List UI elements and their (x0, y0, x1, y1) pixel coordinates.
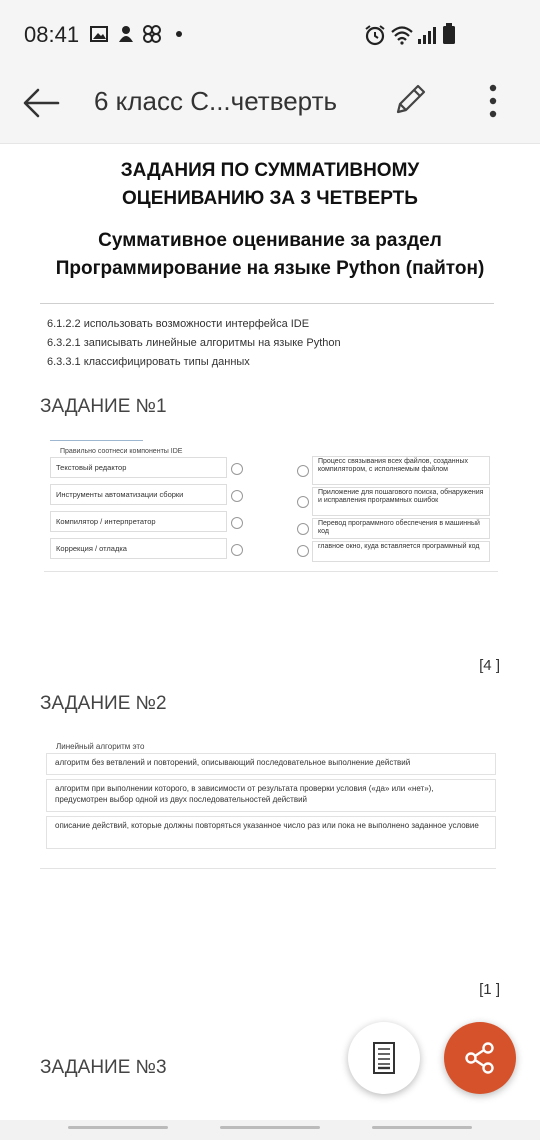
alarm-icon (364, 24, 386, 46)
match-left-item[interactable]: Коррекция / отладка (50, 538, 227, 559)
task3-title: ЗАДАНИЕ №3 (40, 1057, 167, 1078)
app-bar (0, 70, 540, 144)
match-right-radio[interactable] (297, 465, 309, 477)
objective-item: 6.3.3.1 классифицировать типы данных (47, 356, 250, 368)
document-title: 6 класс С...четверть (94, 86, 338, 116)
signal-icon (416, 25, 436, 45)
task2-score: [1 ] (479, 981, 500, 998)
wifi-icon (390, 25, 414, 45)
share-button[interactable] (444, 1022, 516, 1094)
match-left-item[interactable]: Компилятор / интерпретатор (50, 511, 227, 532)
divider (40, 868, 496, 869)
match-right-item[interactable]: Перевод программного обеспечения в машинный код (312, 518, 490, 539)
task2-prompt: Линейный алгоритм это (56, 742, 145, 751)
document-page (0, 144, 540, 1120)
document-view-button[interactable] (348, 1022, 420, 1094)
match-left-radio[interactable] (231, 490, 243, 502)
match-right-item[interactable]: Приложение для пошагового поиска, обнаружения и исправления программных ошибок (312, 487, 490, 516)
answer-option[interactable]: алгоритм при выполнении которого, в зависимости от результата проверки условия («да» или «нет»), предусмотрен выбор одной из двух последовательностей действий (46, 779, 496, 812)
document-subheading-line1: Суммативное оценивание за раздел (98, 230, 442, 251)
prompt-underline (50, 440, 143, 441)
match-left-radio[interactable] (231, 544, 243, 556)
match-left-radio[interactable] (231, 463, 243, 475)
share-icon (464, 1042, 496, 1074)
notification-icon-2 (142, 24, 162, 44)
task1-title: ЗАДАНИЕ №1 (40, 396, 167, 417)
match-right-radio[interactable] (297, 545, 309, 557)
document-heading-line1: ЗАДАНИЯ ПО СУММАТИВНОМУ (120, 160, 420, 181)
more-notifications-dot-icon (176, 31, 182, 37)
nav-home-handle[interactable] (220, 1126, 320, 1129)
more-vert-icon[interactable] (486, 84, 500, 118)
task1-prompt: Правильно соотнеси компоненты IDE (60, 448, 183, 455)
task2-title: ЗАДАНИЕ №2 (40, 693, 167, 714)
nav-recents-handle[interactable] (68, 1126, 168, 1129)
match-left-radio[interactable] (231, 517, 243, 529)
notification-icon-1 (116, 24, 136, 44)
objective-item: 6.3.2.1 записывать линейные алгоритмы на языке Python (47, 337, 341, 349)
match-left-item[interactable]: Инструменты автоматизации сборки (50, 484, 227, 505)
edit-pencil-icon[interactable] (392, 82, 428, 118)
battery-icon (442, 23, 456, 45)
match-right-item[interactable]: главное окно, куда вставляется программный код (312, 541, 490, 562)
back-arrow-icon[interactable] (22, 87, 60, 119)
match-left-item[interactable]: Текстовый редактор (50, 457, 227, 478)
document-heading-line2: ОЦЕНИВАНИЮ ЗА 3 ЧЕТВЕРТЬ (122, 188, 418, 209)
match-right-radio[interactable] (297, 496, 309, 508)
system-navigation-bar (0, 1120, 540, 1140)
match-right-radio[interactable] (297, 523, 309, 535)
objective-item: 6.1.2.2 использовать возможности интерфейса IDE (47, 318, 310, 330)
divider (40, 303, 494, 304)
match-right-item[interactable]: Процесс связывания всех файлов, созданных компилятором, с исполняемым файлом (312, 456, 490, 485)
divider (44, 571, 498, 572)
nav-back-handle[interactable] (372, 1126, 472, 1129)
status-bar (0, 0, 540, 70)
document-view-icon (372, 1042, 396, 1074)
status-time: 08:41 (24, 22, 80, 47)
task1-score: [4 ] (479, 657, 500, 674)
answer-option[interactable]: алгоритм без ветвлений и повторений, описывающий последовательное выполнение действий (46, 753, 496, 775)
answer-option[interactable]: описание действий, которые должны повторяться указанное число раз или пока не выполнено заданное условие (46, 816, 496, 849)
gallery-icon (90, 26, 108, 42)
document-subheading-line2: Программирование на языке Python (пайтон) (55, 258, 485, 279)
